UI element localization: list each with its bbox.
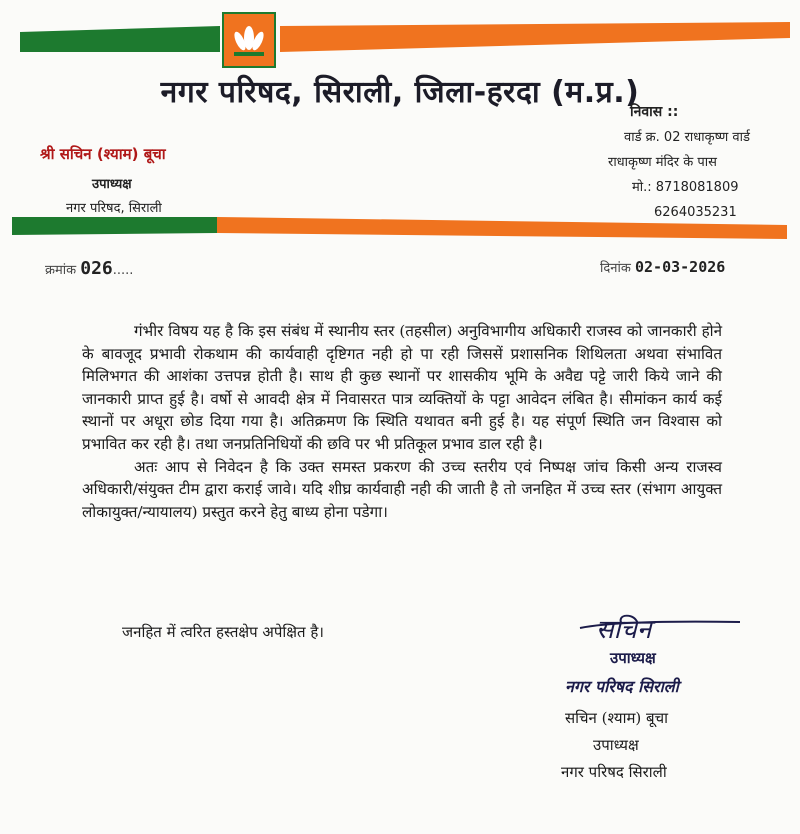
address-line1: वार्ड क्र. 02 राधाकृष्ण वार्ड xyxy=(624,130,750,145)
mobile-number: मो.: 8718081809 xyxy=(632,180,739,195)
sender-organization: नगर परिषद, सिराली xyxy=(66,201,162,216)
stamp-designation: उपाध्यक्ष xyxy=(610,649,656,667)
address-line2: राधाकृष्ण मंदिर के पास xyxy=(608,155,717,170)
address-block xyxy=(608,100,750,225)
svg-text:सचिन: सचिन xyxy=(596,615,652,645)
sender-block xyxy=(40,144,166,216)
signature xyxy=(560,610,760,670)
header-band-bottom xyxy=(12,213,787,239)
signatory-block xyxy=(561,705,669,786)
sender-name: श्री सचिन (श्याम) बूचा xyxy=(40,145,166,163)
office-title: नगर परिषद, सिराली, जिला-हरदा (म.प्र.) xyxy=(160,75,640,110)
reference-label: क्रमांक xyxy=(45,263,77,278)
date-value: 02-03-2026 xyxy=(634,258,726,276)
body-paragraph-2: अतः आप से निवेदन है कि उक्त समस्त प्रकरण की उच्च स्तरीय एवं निष्पक्ष जांच किसी अन्य राजस्व अधिकारी/संयुक्त टीम द्वारा कराई जावे। यदि शीघ्र कार्यवाही नही की जाती है तो जनहित में उच्च स्तर (संभाग आयुक्त लोकायुक्त/न्यायालय) प्रस्तुत करने हेतु बाध्य होना पडेगा। xyxy=(82,457,722,521)
signatory-name: सचिन (श्याम) बूचा xyxy=(565,709,669,727)
reference-dots: ..... xyxy=(112,263,134,278)
lotus-logo-icon xyxy=(222,12,276,68)
signatory-designation: उपाध्यक्ष xyxy=(593,736,639,754)
header-band-top xyxy=(20,22,790,52)
reference-number xyxy=(45,258,133,279)
mobile-alt-number: 6264035231 xyxy=(654,205,737,220)
date-label: दिनांक xyxy=(600,261,631,276)
closing-line: जनहित में त्वरित हस्तक्षेप अपेक्षित है। xyxy=(122,623,324,641)
sender-designation: उपाध्यक्ष xyxy=(92,177,132,192)
signatory-organization: नगर परिषद सिराली xyxy=(561,763,667,781)
stamp-organization: नगर परिषद सिराली xyxy=(565,677,679,696)
letter-date xyxy=(600,258,725,276)
reference-value: 026 xyxy=(80,258,113,279)
letter-body xyxy=(82,320,722,523)
residence-label: निवास :: xyxy=(630,104,679,120)
body-paragraph-1: गंभीर विषय यह है कि इस संबंध में स्थानीय स्तर (तहसील) अनुविभागीय अधिकारी राजस्व को जानकारी होने के बावजूद प्रभावी रोकथाम की कार्यवाही दृष्टिगत नही हो पा रही जिससें प्रशासनिक शिथिलता अथवा संभावित मिलिभगत की आशंका उत्तपन्न होती है। साथ ही कुछ स्थानों पर शासकीय भूमि के अवैद्य पट्टे जारी किये जाने की जानकारी प्राप्त हुई है। वर्षो से आवदी क्षेत्र में निवासरत पात्र व्यक्तियों के पट्टा आवेदन लंबित है। सीमांकन कार्य कई स्थानों पर अधूरा छोड दिया गया है। अतिक्रमण कि स्थिति यथावत बनी हुई है। यह संपूर्ण स्थिति जन विश्वास को प्रभावित कर रही है। तथा जनप्रतिनिधियों की छवि पर भी प्रतिकूल प्रभाव डाल रही है। xyxy=(82,322,722,453)
